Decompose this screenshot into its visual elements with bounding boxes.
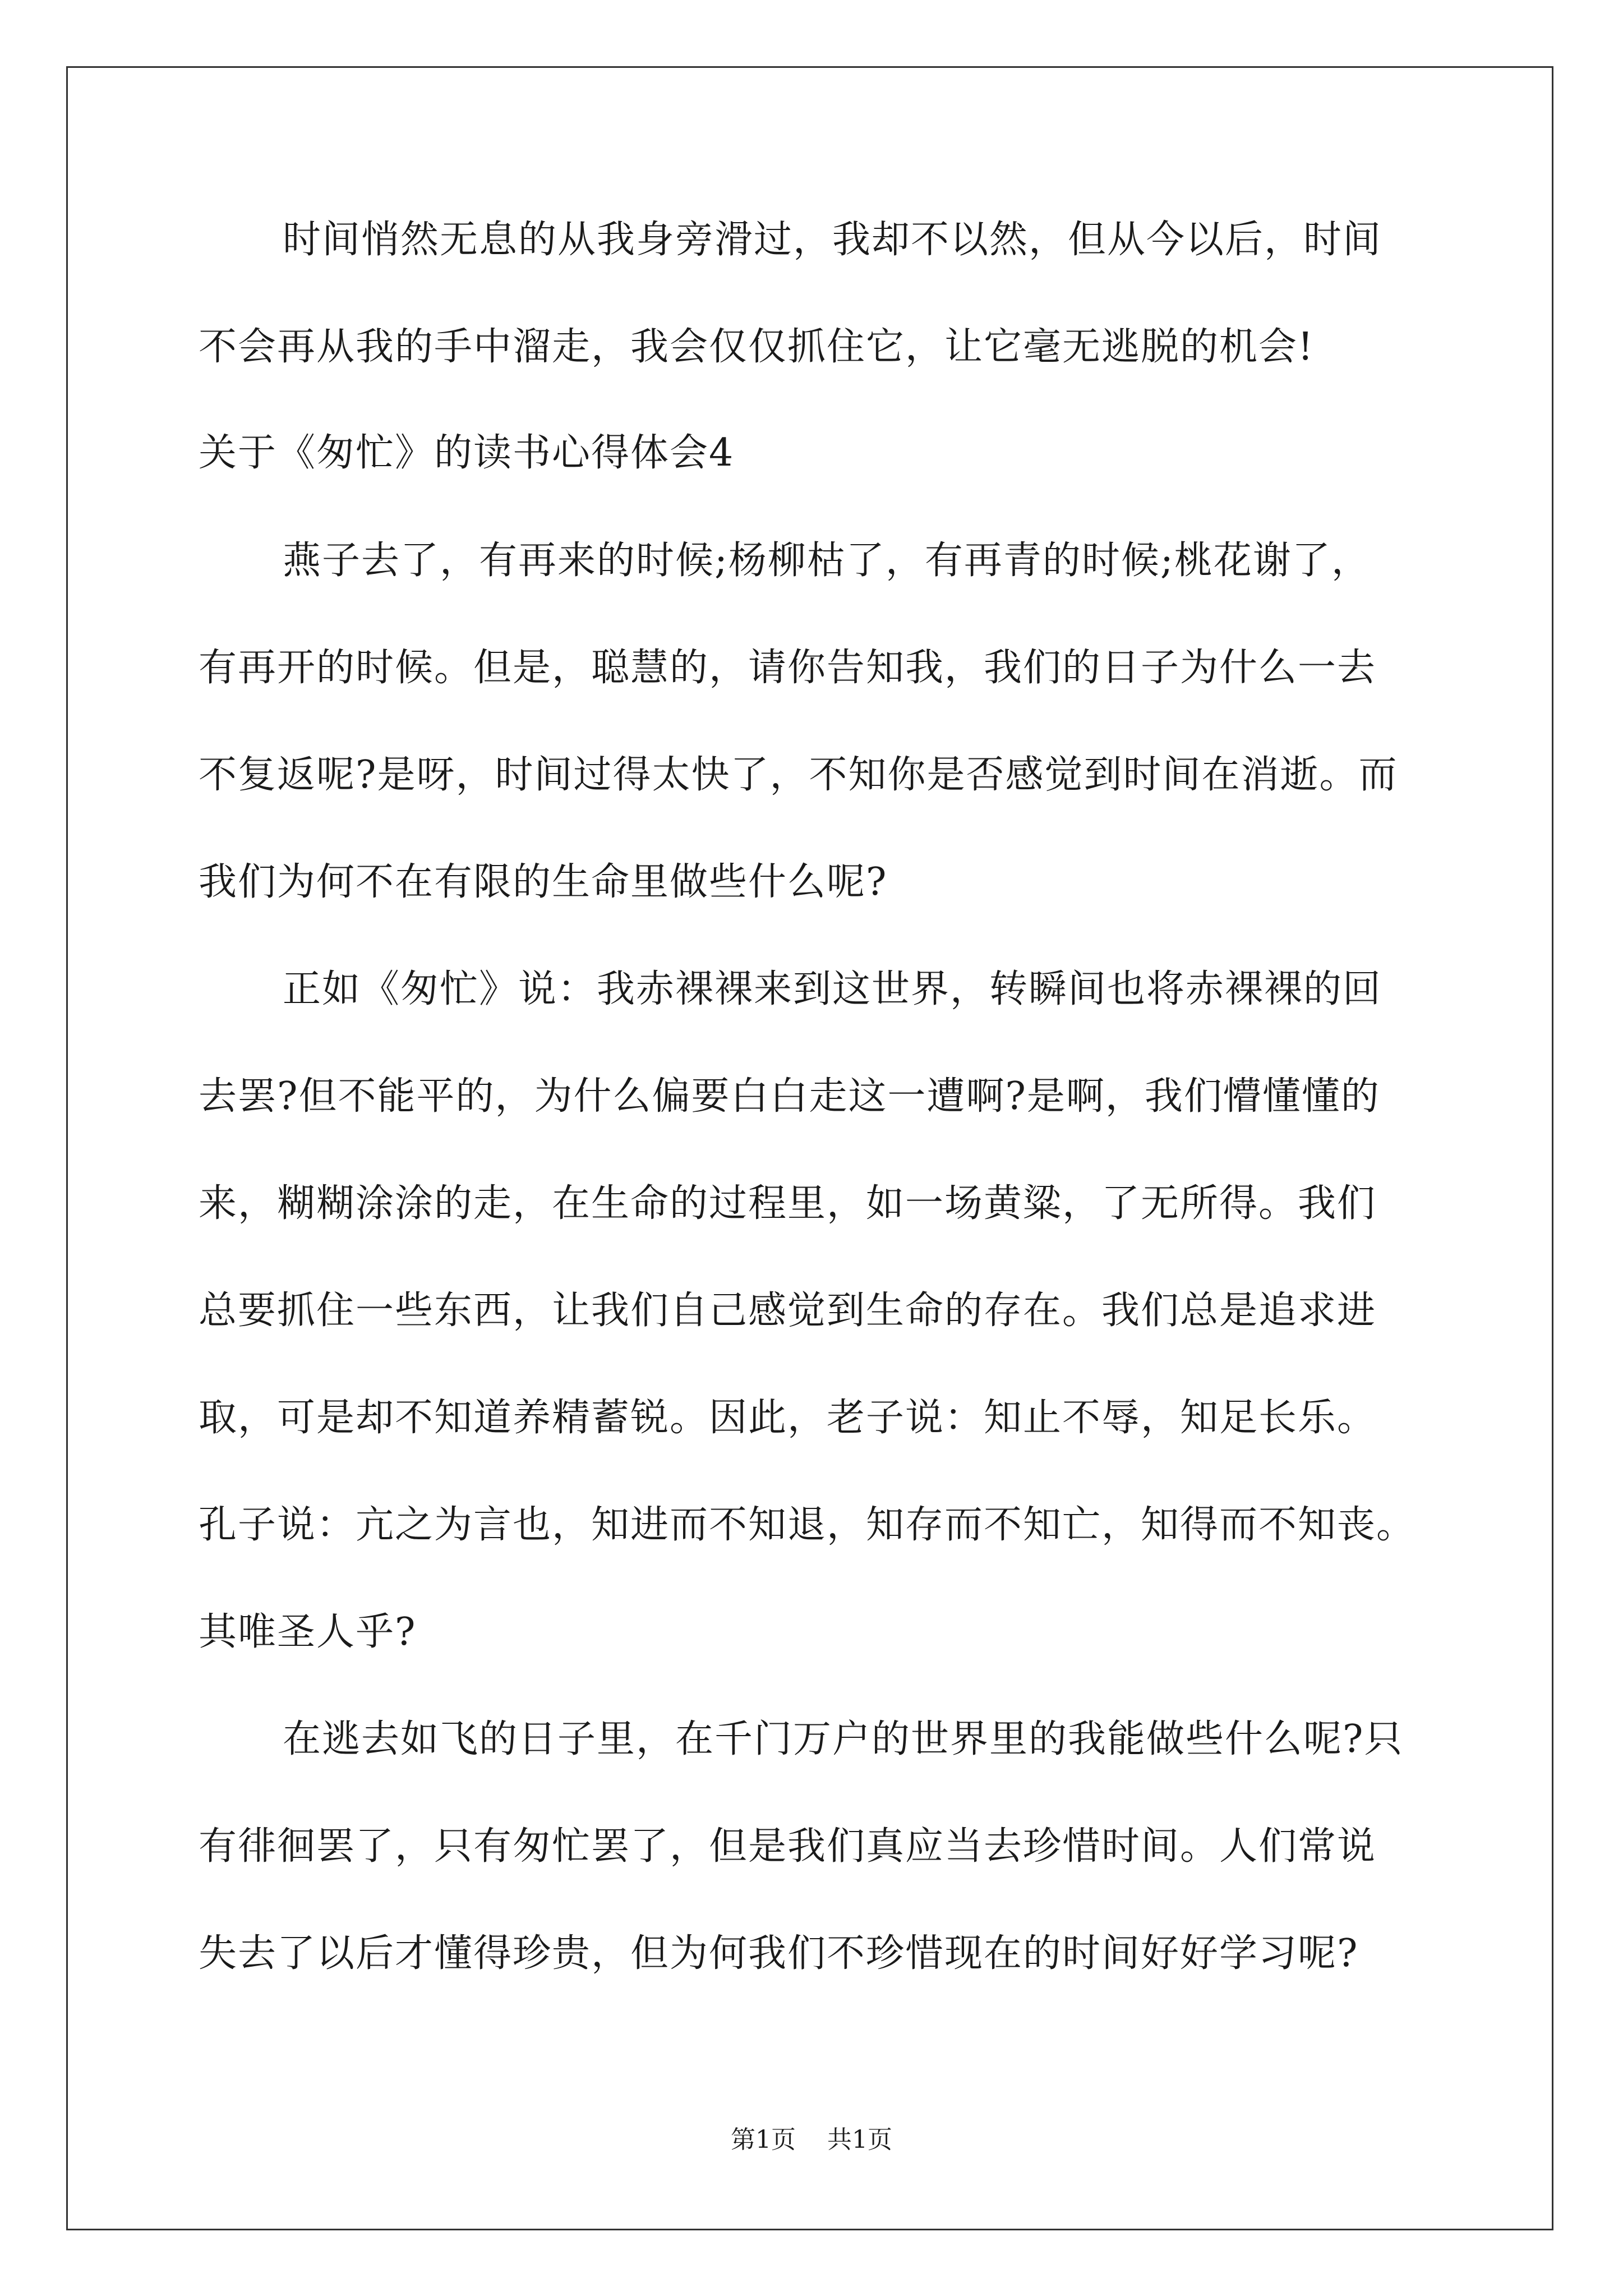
- paragraph-line: 在逃去如飞的日子里，在千门万户的世界里的我能做些什么呢?只: [283, 1717, 1404, 1761]
- paragraph-line: 总要抓住一些东西，让我们自己感觉到生命的存在。我们总是追求进: [199, 1289, 1377, 1333]
- paragraph-line: 取，可是却不知道养精蓄锐。因此，老子说：知止不辱，知足长乐。: [199, 1396, 1377, 1440]
- paragraph-line: 去罢?但不能平的，为什么偏要白白走这一遭啊?是啊，我们懵懂懂的: [199, 1074, 1380, 1119]
- paragraph-line: 失去了以后才懂得珍贵，但为何我们不珍惜现在的时间好好学习呢?: [199, 1931, 1359, 1976]
- paragraph-line: 有再开的时候。但是，聪慧的，请你告知我，我们的日子为什么一去: [199, 646, 1377, 690]
- paragraph-line: 不复返呢?是呀，时间过得太快了，不知你是否感觉到时间在消逝。而: [199, 753, 1398, 797]
- page-footer: [0, 2123, 1623, 2157]
- document-body: [199, 213, 1472, 1981]
- paragraph-line: 有徘徊罢了，只有匆忙罢了，但是我们真应当去珍惜时间。人们常说: [199, 1824, 1377, 1869]
- paragraph-line: 孔子说：亢之为言也，知进而不知退，知存而不知亡，知得而不知丧。: [199, 1503, 1416, 1547]
- paragraph-line: 不会再从我的手中溜走，我会仅仅抓住它，让它毫无逃脱的机会!: [199, 325, 1315, 369]
- paragraph-line: 燕子去了，有再来的时候;杨柳枯了，有再青的时候;桃花谢了，: [283, 539, 1371, 583]
- paragraph-line: 时间悄然无息的从我身旁滑过，我却不以然，但从今以后，时间: [283, 218, 1382, 262]
- paragraph-line: 其唯圣人乎?: [199, 1610, 417, 1654]
- section-heading: 关于《匆忙》的读书心得体会4: [199, 431, 735, 475]
- page-number: 第1页: [731, 2125, 796, 2154]
- paragraph-line: 来，糊糊涂涂的走，在生命的过程里，如一场黄粱，了无所得。我们: [199, 1181, 1377, 1226]
- page-total: 共1页: [827, 2125, 892, 2154]
- paragraph-line: 我们为何不在有限的生命里做些什么呢?: [199, 860, 888, 904]
- paragraph-line: 正如《匆忙》说：我赤裸裸来到这世界，转瞬间也将赤裸裸的回: [283, 967, 1382, 1011]
